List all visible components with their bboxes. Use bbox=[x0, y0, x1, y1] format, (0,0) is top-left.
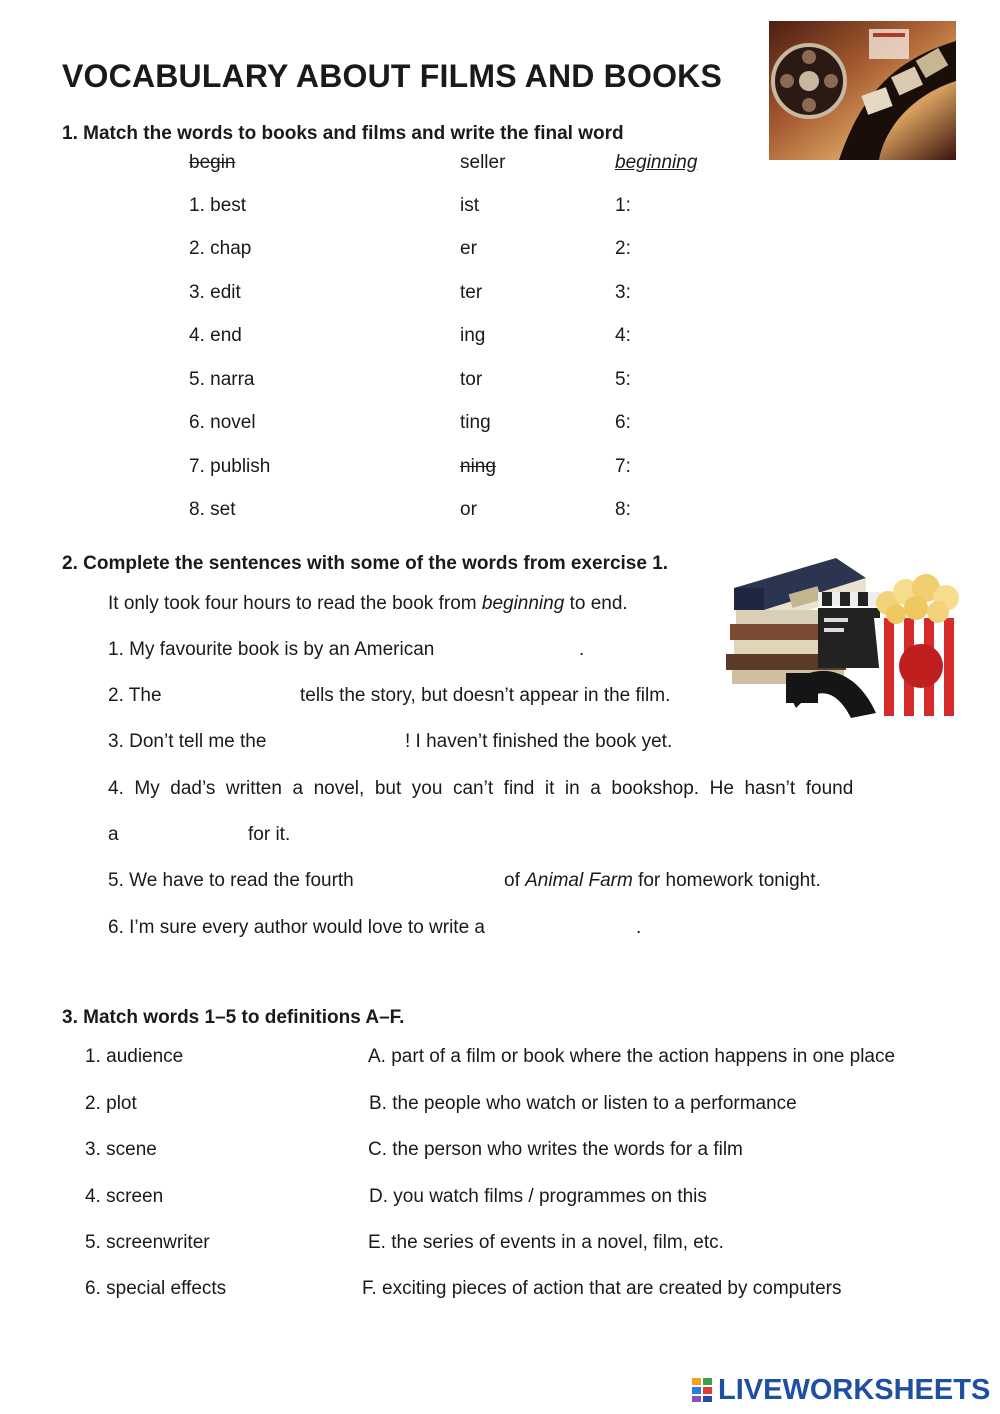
ex1-row bbox=[0, 456, 760, 482]
ex1-ending: tor bbox=[460, 369, 483, 390]
ex2-sentence-3: 3. Don’t tell me the bbox=[108, 731, 267, 752]
ex1-answer-label[interactable]: 6: bbox=[615, 412, 631, 433]
ex1-example-word: begin bbox=[189, 152, 236, 173]
ex1-row bbox=[0, 325, 760, 351]
ex1-answer-label[interactable]: 1: bbox=[615, 195, 631, 216]
ex1-ending: ning bbox=[460, 456, 496, 477]
exercise-2-heading: 2. Complete the sentences with some of the words from exercise 1. bbox=[62, 553, 669, 574]
ex3-definition: E. the series of events in a novel, film, etc. bbox=[368, 1232, 724, 1253]
page-title: VOCABULARY ABOUT FILMS AND BOOKS bbox=[62, 58, 723, 94]
ex3-row bbox=[0, 1232, 1000, 1258]
ex1-word: 2. chap bbox=[189, 238, 252, 259]
ex1-word: 3. edit bbox=[189, 282, 241, 303]
ex1-row bbox=[0, 195, 760, 221]
ex2-sentence-2: 2. The bbox=[108, 685, 162, 706]
ex2-blank-4[interactable] bbox=[122, 824, 244, 848]
ex2-s5-book-title: Animal Farm bbox=[525, 870, 633, 891]
ex1-ending: ting bbox=[460, 412, 491, 433]
ex1-ending: ing bbox=[460, 325, 486, 346]
ex3-row bbox=[0, 1186, 1000, 1212]
ex1-answer-label[interactable]: 8: bbox=[615, 499, 631, 520]
ex1-ending: ist bbox=[460, 195, 479, 216]
ex1-answer-label[interactable]: 3: bbox=[615, 282, 631, 303]
film-reel-icon bbox=[769, 21, 956, 160]
ex1-row bbox=[0, 412, 760, 438]
ex1-answer-label[interactable]: 7: bbox=[615, 456, 631, 477]
ex2-blank-2[interactable] bbox=[170, 685, 295, 709]
ex1-ending: or bbox=[460, 499, 477, 520]
ex1-answer-label[interactable]: 5: bbox=[615, 369, 631, 390]
ex2-sentence-4-end: for it. bbox=[248, 824, 291, 845]
ex2-sentence-1: 1. My favourite book is by an American bbox=[108, 639, 435, 660]
ex2-sentence-5: 5. We have to read the fourth bbox=[108, 870, 354, 891]
ex1-example-row bbox=[0, 152, 760, 178]
ex1-word: 5. narra bbox=[189, 369, 255, 390]
ex2-blank-5[interactable] bbox=[374, 870, 500, 894]
ex3-row bbox=[0, 1046, 1000, 1072]
ex1-example-ending: seller bbox=[460, 152, 506, 173]
ex1-example-answer: beginning bbox=[615, 152, 698, 173]
ex2-sentence-4-a: a bbox=[108, 824, 119, 845]
ex1-row bbox=[0, 499, 760, 525]
ex1-ending: er bbox=[460, 238, 477, 259]
ex2-example-sentence bbox=[108, 593, 628, 615]
ex2-sentence-5-end bbox=[504, 870, 821, 892]
ex1-answer-label[interactable]: 4: bbox=[615, 325, 631, 346]
ex1-row bbox=[0, 369, 760, 395]
liveworksheets-logo[interactable] bbox=[692, 1375, 990, 1405]
ex3-definition: B. the people who watch or listen to a performance bbox=[369, 1093, 797, 1114]
ex3-word: 5. screenwriter bbox=[85, 1232, 210, 1253]
books-popcorn-icon bbox=[716, 548, 968, 720]
ex2-sentence-6-end: . bbox=[636, 917, 642, 938]
ex1-word: 7. publish bbox=[189, 456, 271, 477]
ex3-definition: A. part of a film or book where the action happens in one place bbox=[368, 1046, 896, 1067]
ex1-word: 1. best bbox=[189, 195, 247, 216]
ex2-example-word: beginning bbox=[481, 593, 565, 614]
ex3-definition: D. you watch films / programmes on this bbox=[369, 1186, 707, 1207]
ex3-definition: C. the person who writes the words for a film bbox=[368, 1139, 743, 1160]
ex2-example-post: to end. bbox=[564, 593, 628, 614]
ex2-sentence-1-end: . bbox=[579, 639, 585, 660]
ex2-blank-3[interactable] bbox=[280, 731, 402, 755]
ex1-ending: ter bbox=[460, 282, 483, 303]
ex1-word: 8. set bbox=[189, 499, 236, 520]
ex2-blank-1[interactable] bbox=[460, 639, 576, 663]
ex3-word: 4. screen bbox=[85, 1186, 164, 1207]
ex2-s5-of: of bbox=[504, 870, 526, 891]
ex1-answer-label[interactable]: 2: bbox=[615, 238, 631, 259]
ex3-row bbox=[0, 1093, 1000, 1119]
liveworksheets-logo-icon bbox=[692, 1378, 714, 1402]
ex2-sentence-4: 4. My dad’s written a novel, but you can’t find it in a bookshop. He hasn’t found bbox=[108, 778, 854, 799]
ex3-word: 1. audience bbox=[85, 1046, 184, 1067]
ex3-word: 6. special effects bbox=[85, 1278, 227, 1299]
exercise-1-heading: 1. Match the words to books and films and write the final word bbox=[62, 123, 624, 144]
ex3-word: 3. scene bbox=[85, 1139, 157, 1160]
ex2-example-pre: It only took four hours to read the book from bbox=[108, 593, 482, 614]
ex3-word: 2. plot bbox=[85, 1093, 137, 1114]
ex3-row bbox=[0, 1278, 1000, 1304]
ex2-blank-6[interactable] bbox=[512, 917, 632, 941]
ex1-row bbox=[0, 282, 760, 308]
ex2-sentence-3-end: ! I haven’t finished the book yet. bbox=[405, 731, 673, 752]
ex1-word: 4. end bbox=[189, 325, 242, 346]
ex2-sentence-2-end: tells the story, but doesn’t appear in the film. bbox=[300, 685, 671, 706]
ex1-row bbox=[0, 238, 760, 264]
ex2-s5-post: for homework tonight. bbox=[632, 870, 821, 891]
liveworksheets-logo-text: LIVEWORKSHEETS bbox=[718, 1373, 991, 1406]
exercise-3-heading: 3. Match words 1–5 to definitions A–F. bbox=[62, 1007, 405, 1028]
ex3-row bbox=[0, 1139, 1000, 1165]
ex2-sentence-6: 6. I’m sure every author would love to write a bbox=[108, 917, 486, 938]
ex1-word: 6. novel bbox=[189, 412, 256, 433]
ex3-definition: F. exciting pieces of action that are created by computers bbox=[362, 1278, 842, 1299]
